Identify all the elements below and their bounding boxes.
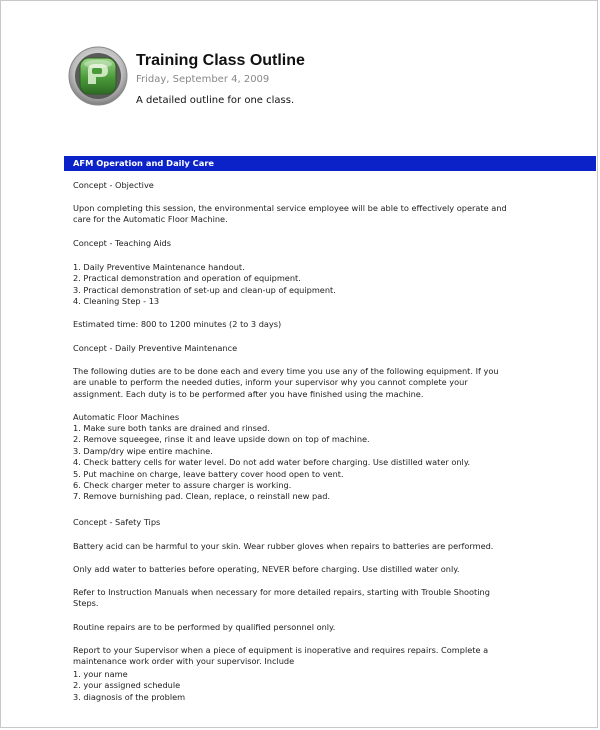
list-item: 2. Practical demonstration and operation of equipment. (73, 273, 301, 284)
subtitle-text: A detailed outline for one class. (136, 95, 295, 106)
list-item: 1. your name (73, 669, 128, 679)
list-item: 1. Daily Preventive Maintenance handout. (73, 262, 245, 272)
report-items-list (73, 669, 185, 703)
concept-aids-heading: Concept - Teaching Aids (73, 238, 171, 248)
safety-tip-4: Routine repairs are to be performed by qualified personnel only. (73, 622, 336, 632)
safety-tip-5: Report to your Supervisor when a piece of equipment is inoperative and requires repairs. Complete a maintenance work order with your supervisor. Include (73, 645, 489, 667)
safety-tip-3: Refer to Instruction Manuals when necessary for more detailed repairs, starting with Trouble Shooting Steps. (73, 587, 490, 609)
estimated-time: Estimated time: 800 to 1200 minutes (2 to 3 days) (73, 319, 282, 329)
list-item: 2. Remove squeegee, rinse it and leave upside down on top of machine. (73, 434, 370, 445)
date-text: Friday, September 4, 2009 (136, 74, 270, 85)
list-item: 4. Check battery cells for water level. Do not add water before charging. Use distilled water only. (73, 457, 471, 468)
afm-heading: Automatic Floor Machines (73, 412, 180, 422)
list-item: 4. Cleaning Step - 13 (73, 296, 160, 307)
logo-icon (68, 46, 128, 106)
objective-paragraph: Upon completing this session, the environmental service employee will be able to effectively operate and care for the Automatic Floor Machine. (73, 203, 507, 225)
afm-steps-list (73, 423, 470, 503)
concept-safety-heading: Concept - Safety Tips (73, 517, 161, 527)
page-title: Training Class Outline (136, 52, 305, 69)
list-item: 3. Practical demonstration of set-up and clean-up of equipment. (73, 284, 336, 295)
list-item: 3. Damp/dry wipe entire machine. (73, 445, 213, 456)
list-item: 5. Put machine on charge, leave battery cover hood open to vent. (73, 468, 344, 479)
list-item: 6. Check charger meter to assure charger is working. (73, 480, 292, 491)
safety-tip-1: Battery acid can be harmful to your skin. Wear rubber gloves when repairs to batteries are performed. (73, 541, 494, 551)
list-item: 1. Make sure both tanks are drained and rinsed. (73, 423, 270, 433)
list-item: 2. your assigned schedule (73, 680, 181, 691)
list-item: 7. Remove burnishing pad. Clean, replace, o reinstall new pad. (73, 491, 331, 502)
teaching-aids-list (73, 262, 336, 308)
list-item: 3. diagnosis of the problem (73, 691, 186, 702)
concept-objective-heading: Concept - Objective (73, 180, 154, 190)
safety-tip-2: Only add water to batteries before operating, NEVER before charging. Use distilled water only. (73, 564, 460, 574)
section-title: AFM Operation and Daily Care (73, 158, 215, 168)
concept-maintenance-heading: Concept - Daily Preventive Maintenance (73, 343, 238, 353)
maintenance-paragraph: The following duties are to be done each and every time you use any of the following equipment. If you are unable to perform the needed duties, inform your supervisor why you cannot complete your assignment. Each duty is to be performed after you have finished using the machine. (73, 366, 499, 399)
